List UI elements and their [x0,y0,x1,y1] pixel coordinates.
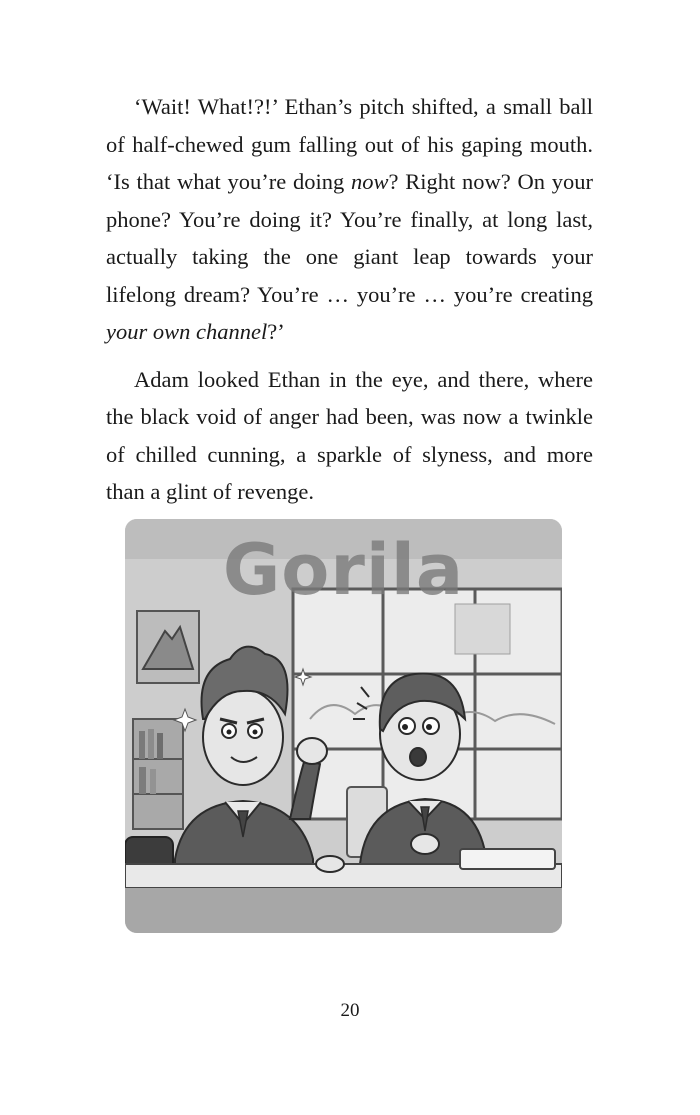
paragraph-1 [106,88,593,351]
classroom-illustration [125,519,562,933]
paragraph-1-italic-channel: your own channel [106,319,268,344]
watermark-text: Gorila [222,529,465,611]
paragraph-1-segment-3: ? Right now? On your phone? You’re doing it? You’re finally, at long last, actually taking the one giant leap towards your lifelong dream? You’re … you’re … you’re creating [106,169,593,307]
paragraph-2-segment-1: Adam looked Ethan in the eye, and there, where the black void of anger had been, was now a twinkle of chilled cunning, a sparkle of slyness, and more than a glint of revenge. [106,366,593,504]
paragraph-2 [106,361,593,511]
paragraph-1-italic-now: now [350,169,389,194]
page-number: 20 [340,1000,360,1021]
body-text [106,88,593,511]
paragraph-1-segment-5: ?’ [267,319,285,344]
paragraph-1-segment-1: ‘Wait! What!?!’ Ethan’s pitch shifted, a small ball of half-chewed gum falling out of his gaping mouth. ‘Is that what you’re doing [106,94,593,194]
